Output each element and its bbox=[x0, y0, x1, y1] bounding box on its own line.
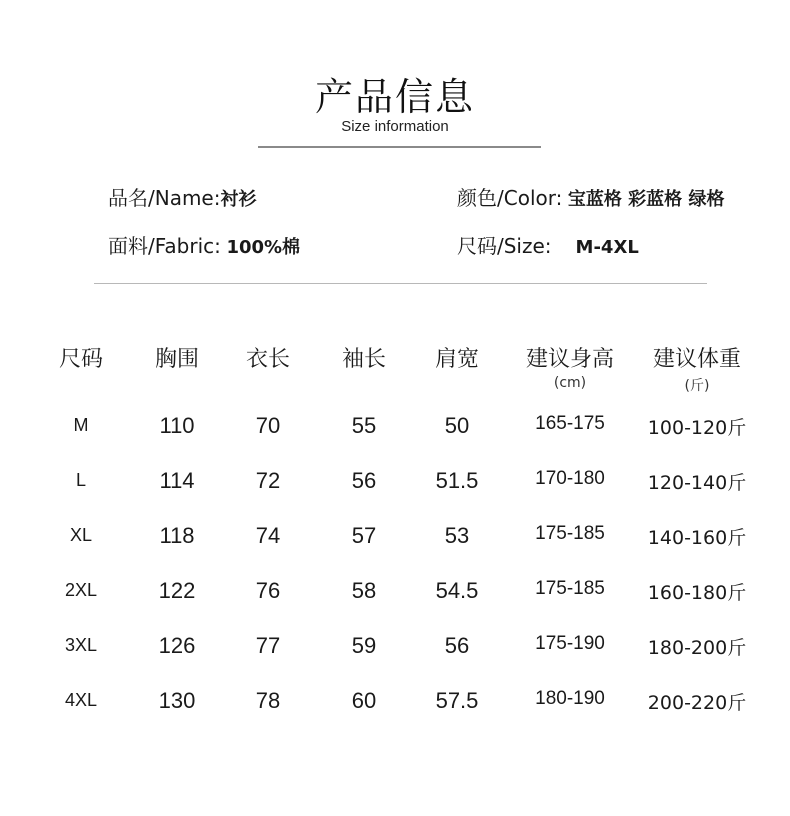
cell-length: 74 bbox=[255, 523, 281, 548]
cell-shoulder: 53 bbox=[444, 523, 470, 548]
cell-sleeve: 58 bbox=[351, 578, 377, 603]
column-header-length: 衣长 bbox=[245, 347, 291, 372]
name-value: 衬衫 bbox=[220, 189, 257, 210]
section-divider bbox=[94, 283, 707, 284]
cell-weight: 140-160斤 bbox=[647, 527, 747, 549]
cell-sleeve: 57 bbox=[351, 523, 377, 548]
column-header-chest: 胸围 bbox=[154, 347, 200, 372]
color-value: 宝蓝格 彩蓝格 绿格 bbox=[567, 189, 725, 210]
cell-length: 76 bbox=[255, 578, 281, 603]
cell-sleeve: 56 bbox=[351, 468, 377, 493]
size-label: 尺码/Size: bbox=[457, 234, 552, 258]
cell-shoulder: 50 bbox=[444, 413, 470, 438]
title-divider bbox=[258, 146, 541, 148]
cell-chest: 110 bbox=[159, 413, 195, 438]
cell-size: L bbox=[75, 470, 87, 490]
column-unit-height: (cm) bbox=[553, 375, 587, 391]
cell-sleeve: 60 bbox=[351, 688, 377, 713]
cell-size: 2XL bbox=[64, 580, 98, 600]
cell-shoulder: 54.5 bbox=[435, 578, 479, 603]
fabric-label: 面料/Fabric: bbox=[108, 234, 221, 258]
cell-height: 165-175 bbox=[535, 413, 605, 434]
column-header-shoulder: 肩宽 bbox=[434, 347, 480, 372]
cell-weight: 200-220斤 bbox=[647, 692, 747, 714]
cell-chest: 114 bbox=[159, 468, 195, 493]
column-header-size: 尺码 bbox=[58, 347, 104, 372]
column-unit-weight: (斤) bbox=[684, 378, 710, 394]
cell-sleeve: 59 bbox=[351, 633, 377, 658]
page-subtitle: Size information bbox=[341, 118, 449, 135]
info-fabric bbox=[108, 230, 300, 259]
info-name bbox=[108, 182, 256, 211]
color-label: 颜色/Color: bbox=[457, 186, 563, 210]
info-size bbox=[457, 230, 639, 259]
cell-height: 180-190 bbox=[535, 688, 605, 709]
cell-size: XL bbox=[69, 525, 93, 545]
info-color bbox=[457, 182, 724, 211]
cell-height: 170-180 bbox=[535, 468, 605, 489]
size-value: M-4XL bbox=[575, 237, 639, 258]
name-label: 品名/Name: bbox=[108, 186, 221, 210]
cell-height: 175-190 bbox=[535, 633, 605, 654]
cell-weight: 100-120斤 bbox=[647, 417, 747, 439]
cell-weight: 160-180斤 bbox=[647, 582, 747, 604]
cell-weight: 120-140斤 bbox=[647, 472, 747, 494]
fabric-value: 100%棉 bbox=[226, 237, 301, 258]
cell-chest: 122 bbox=[158, 578, 196, 603]
cell-chest: 126 bbox=[158, 633, 196, 658]
cell-length: 77 bbox=[255, 633, 281, 658]
cell-sleeve: 55 bbox=[351, 413, 377, 438]
cell-size: M bbox=[73, 415, 89, 435]
column-header-weight: 建议体重 bbox=[652, 347, 742, 372]
cell-shoulder: 56 bbox=[444, 633, 470, 658]
cell-shoulder: 57.5 bbox=[435, 688, 479, 713]
column-header-sleeve: 袖长 bbox=[341, 347, 387, 372]
cell-weight: 180-200斤 bbox=[647, 637, 747, 659]
cell-shoulder: 51.5 bbox=[435, 468, 479, 493]
page-title: 产品信息 bbox=[314, 75, 475, 119]
cell-size: 4XL bbox=[64, 690, 98, 710]
cell-height: 175-185 bbox=[535, 523, 605, 544]
cell-chest: 130 bbox=[158, 688, 196, 713]
cell-length: 78 bbox=[255, 688, 281, 713]
cell-chest: 118 bbox=[159, 523, 195, 548]
cell-size: 3XL bbox=[64, 635, 98, 655]
cell-height: 175-185 bbox=[535, 578, 605, 599]
cell-length: 72 bbox=[255, 468, 281, 493]
column-header-height: 建议身高 bbox=[525, 347, 615, 372]
cell-length: 70 bbox=[255, 413, 281, 438]
